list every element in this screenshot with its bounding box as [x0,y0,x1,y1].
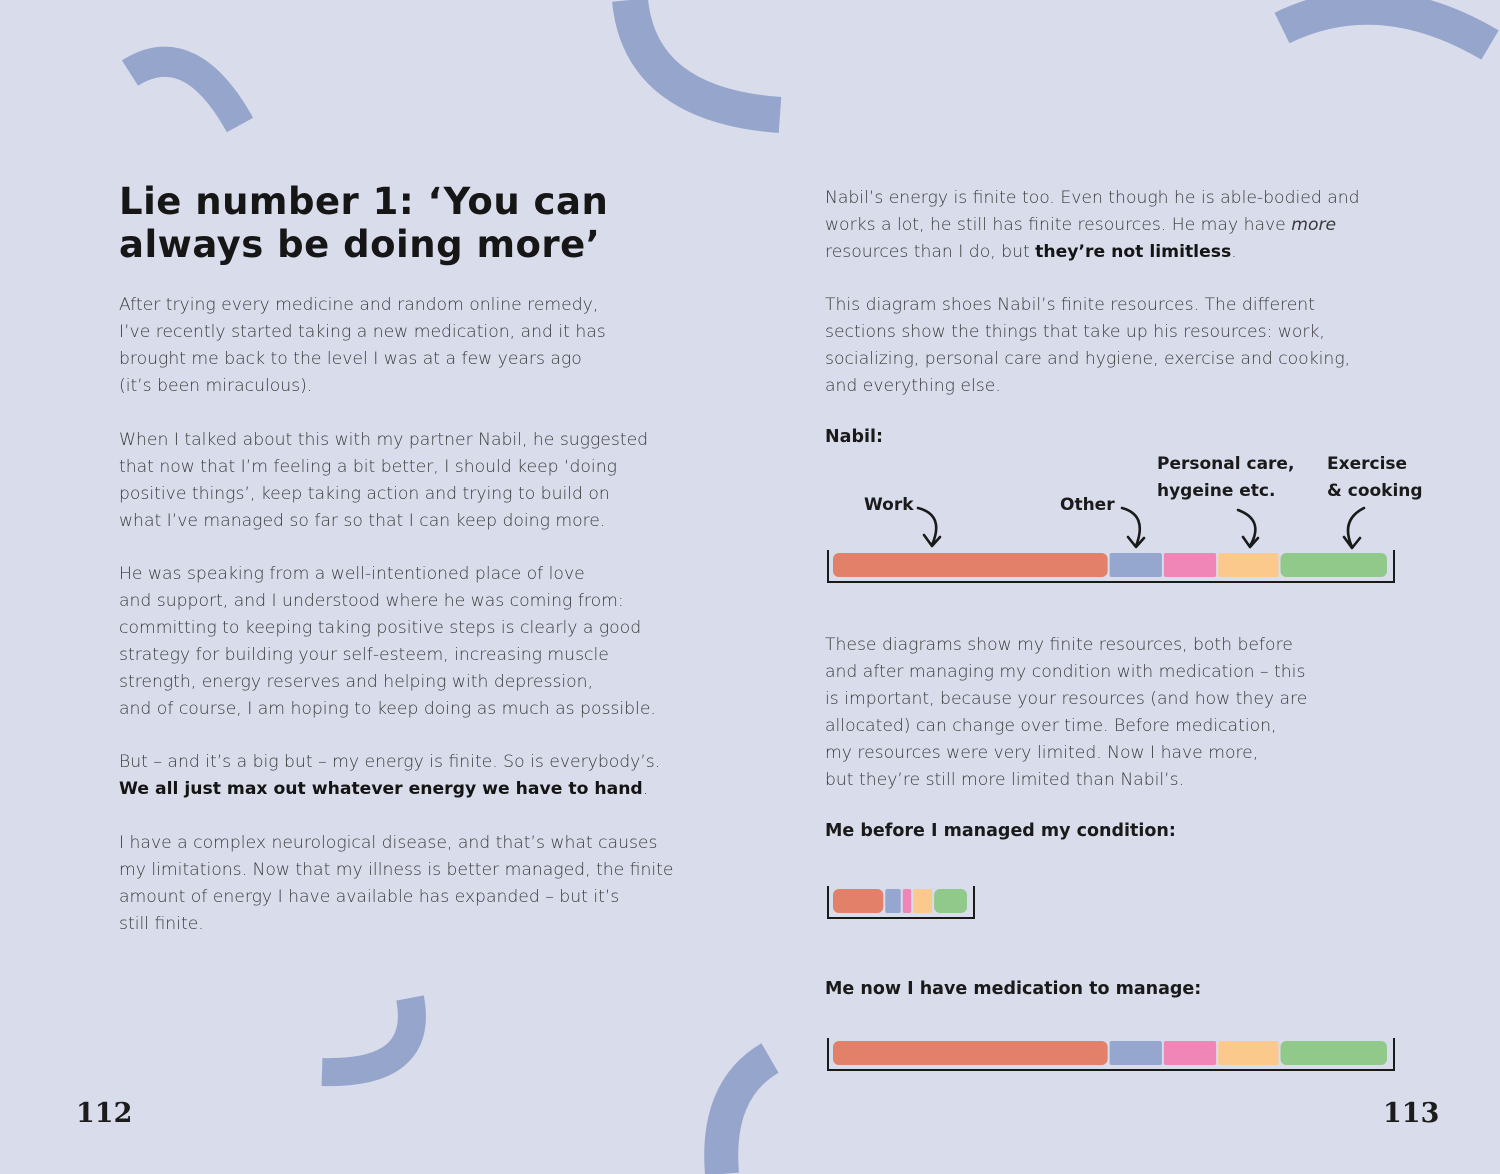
bar-segment-exercise [1281,1041,1387,1065]
text-line: . [642,778,649,799]
bar-segment-personal-care [1164,1041,1216,1065]
bar-segment-other [1110,553,1162,577]
paragraph [825,185,1360,266]
text-line: When I talked about this with my partner Nabil, he suggested [119,430,649,450]
bar-segment-work [833,889,883,913]
arc-decoration [630,0,780,115]
text-line: & cooking [1327,481,1423,501]
text-line: I have a complex neurological disease, and that’s what causes [119,833,658,853]
text-line: still finite. [119,913,204,934]
bar-segment-work [833,1041,1108,1065]
text-line: amount of energy I have available has expanded – but it’s [119,886,620,907]
text-line: and of course, I am hoping to keep doing as much as possible. [119,698,656,719]
text-line: He was speaking from a well-intentioned place of love [119,564,585,584]
diagram-label-now: Me now I have medication to manage: [825,979,1202,999]
arc-decoration [322,998,412,1072]
paragraph [825,292,1350,400]
text-line: that now that I’m feeling a bit better, I should keep ‘doing [119,456,617,477]
paragraph [119,292,606,400]
bar-segment-social [913,889,932,913]
bold-text: We all just max out whatever energy we have to hand [119,778,643,799]
text-line: resources than I do, but [825,241,1036,262]
page-number: 112 [76,1098,133,1129]
text-line: This diagram shoes Nabil’s finite resources. The different [825,295,1315,315]
text-line: my resources were very limited. Now I have more, [825,742,1259,763]
text-line: But – and it’s a big but – my energy is finite. So is everybody’s. [119,752,661,772]
bar-segment-other [885,889,900,913]
text-line: strategy for building your self-esteem, increasing muscle [119,644,609,665]
energy-bar-now [826,1036,1396,1074]
text-line: . [1231,241,1237,262]
text-line: These diagrams show my finite resources, both before [825,635,1293,655]
bar-segment-exercise [1281,553,1387,577]
text-line: works a lot, he still has finite resources. He may have [825,214,1292,235]
bar-segment-personal-care [903,889,911,913]
text-line: socializing, personal care and hygiene, exercise and cooking, [825,348,1351,369]
text-line: and after managing my condition with medication – this [825,661,1306,682]
heading-line: always be doing more’ [119,223,601,266]
text-line: I’ve recently started taking a new medication, and it has [119,321,606,342]
arc-decoration [721,1058,770,1174]
paragraph [119,427,648,535]
bar-segment-social [1218,1041,1278,1065]
text-line: my limitations. Now that my illness is better managed, the finite [119,859,674,880]
text-line: and everything else. [825,375,1001,396]
text-line: but they’re still more limited than Nabil’s. [825,769,1185,790]
text-line: allocated) can change over time. Before medication, [825,715,1277,736]
energy-bar-before [826,884,976,922]
text-line: strength, energy reserves and helping with depression, [119,671,594,692]
paragraph [119,561,656,722]
text-line: Personal care, [1157,454,1295,474]
energy-bar-nabil [826,548,1396,586]
bar-segment-work [833,553,1108,577]
diagram-label-nabil: Nabil: [825,427,883,447]
text-line: Exercise [1327,454,1408,474]
text-line: After trying every medicine and random online remedy, [119,295,599,315]
bar-segment-other [1110,1041,1162,1065]
paragraph [119,749,660,803]
bar-segment-exercise [934,889,967,913]
segment-label-exercise [1327,451,1423,505]
text-line: Nabil’s energy is finite too. Even though he is able-bodied and [825,188,1360,208]
text-line: positive things’, keep taking action and trying to build on [119,483,610,504]
bar-segment-social [1218,553,1278,577]
text-line: committing to keeping taking positive steps is clearly a good [119,617,642,638]
page-number: 113 [1383,1098,1440,1129]
bold-text: they’re not limitless [1035,241,1232,262]
text-line: sections show the things that take up his resources: work, [825,321,1325,342]
segment-label-other: Other [1060,495,1115,515]
segment-label-work: Work [864,495,914,515]
heading-line: Lie number 1: ‘You can [119,180,609,223]
bar-segment-personal-care [1164,553,1216,577]
arc-decoration [1282,8,1490,45]
text-line: (it’s been miraculous). [119,375,313,396]
segment-label-personal-care [1157,451,1294,505]
text-line: what I’ve managed so far so that I can keep doing more. [119,510,606,531]
page-heading [119,180,679,266]
diagram-label-before: Me before I managed my condition: [825,821,1176,841]
text-line: and support, and I understood where he was coming from: [119,590,624,611]
paragraph [825,632,1307,793]
text-line: is important, because your resources (and how they are [825,688,1308,709]
arc-decoration [130,62,240,125]
text-line: hygeine etc. [1157,481,1276,501]
paragraph [119,830,674,938]
text-line: brought me back to the level I was at a few years ago [119,348,582,369]
emphasis-text: more [1291,214,1337,235]
